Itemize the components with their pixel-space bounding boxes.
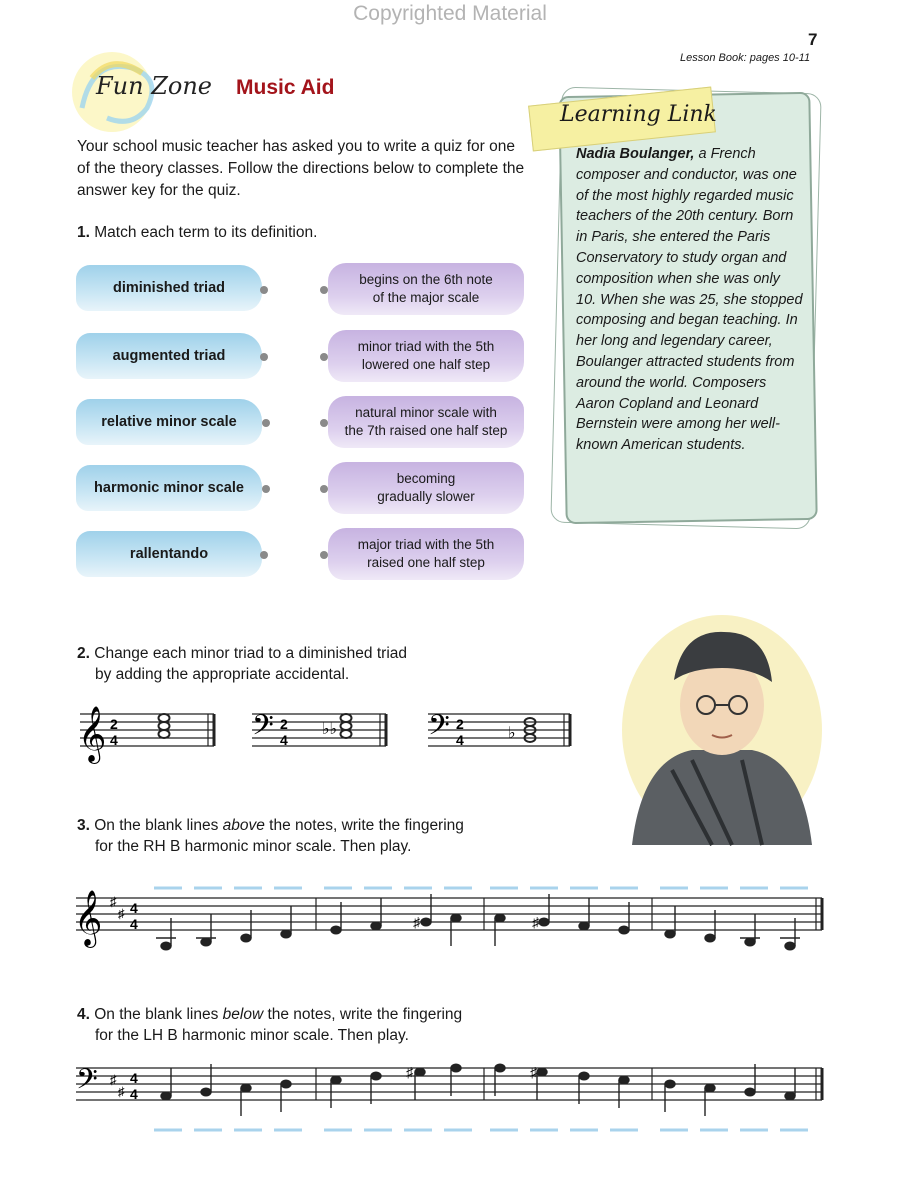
time-signature-top: 2 bbox=[280, 716, 288, 732]
rh-scale-staff bbox=[70, 876, 830, 966]
definition-line: begins on the 6th note bbox=[359, 272, 493, 287]
definition-line: natural minor scale with bbox=[355, 405, 497, 420]
match-dot[interactable] bbox=[260, 286, 268, 294]
triad-staves bbox=[74, 700, 594, 770]
question-1 bbox=[77, 222, 317, 243]
learning-link-title: Learning Link bbox=[560, 102, 717, 127]
fun-zone-title: Fun Zone bbox=[96, 72, 212, 100]
definition-box bbox=[328, 263, 524, 315]
music-aid-title: Music Aid bbox=[236, 76, 335, 99]
definition-line: raised one half step bbox=[367, 555, 485, 570]
question-text: Change each minor triad to a diminished triad bbox=[94, 645, 408, 662]
match-dot[interactable] bbox=[260, 551, 268, 559]
scale-notes bbox=[161, 1064, 795, 1116]
sharp-icon: ♯ bbox=[110, 1072, 117, 1087]
definition-line: major triad with the 5th bbox=[357, 537, 495, 552]
bass-clef-icon: 𝄢 bbox=[252, 709, 274, 749]
question-emphasis: below bbox=[222, 1006, 264, 1023]
time-signature-bottom: 4 bbox=[110, 732, 118, 748]
question-text: the notes, write the fingering bbox=[263, 1006, 463, 1023]
learning-link-text bbox=[576, 144, 804, 456]
learning-link-name: Nadia Boulanger, bbox=[576, 146, 695, 162]
question-3 bbox=[77, 815, 464, 857]
definition-line: lowered one half step bbox=[361, 357, 491, 372]
whole-note bbox=[341, 730, 352, 738]
question-text: for the RH B harmonic minor scale. Then play. bbox=[95, 838, 412, 855]
question-text: by adding the appropriate accidental. bbox=[95, 666, 350, 683]
question-2 bbox=[77, 643, 407, 685]
time-signature-top: 2 bbox=[110, 716, 118, 732]
term-box: harmonic minor scale bbox=[76, 465, 262, 511]
question-text: On the blank lines bbox=[94, 817, 223, 834]
match-dot[interactable] bbox=[320, 551, 328, 559]
match-dot[interactable] bbox=[260, 353, 268, 361]
time-signature-top: 4 bbox=[130, 900, 138, 916]
copyright-watermark: Copyrighted Material bbox=[353, 2, 547, 25]
lesson-reference: Lesson Book: pages 10-11 bbox=[680, 52, 811, 64]
definition-line: becoming bbox=[396, 471, 456, 486]
time-signature-top: 4 bbox=[130, 1070, 138, 1086]
term-box: augmented triad bbox=[76, 333, 262, 379]
bass-triad-staff bbox=[428, 709, 570, 749]
sharp-icon: ♯ bbox=[118, 1084, 125, 1099]
bass-triad-staff bbox=[252, 709, 386, 749]
sharp-icon: ♯ bbox=[406, 1064, 413, 1080]
match-dot[interactable] bbox=[320, 353, 328, 361]
definition-line: the 7th raised one half step bbox=[344, 423, 508, 438]
match-dot[interactable] bbox=[262, 485, 270, 493]
definition-line: of the major scale bbox=[372, 290, 480, 305]
question-emphasis: above bbox=[222, 817, 265, 834]
question-text: the notes, write the fingering bbox=[264, 817, 464, 834]
sharp-icon: ♯ bbox=[413, 914, 420, 930]
definition-box bbox=[328, 330, 524, 382]
time-signature-bottom: 4 bbox=[456, 732, 464, 748]
match-dot[interactable] bbox=[262, 419, 270, 427]
question-text: for the LH B harmonic minor scale. Then play. bbox=[95, 1027, 409, 1044]
flat-icon: ♭♭ bbox=[322, 721, 338, 738]
question-text: On the blank lines bbox=[94, 1006, 223, 1023]
match-dot[interactable] bbox=[320, 286, 328, 294]
question-4 bbox=[77, 1004, 462, 1046]
definition-box bbox=[328, 396, 524, 448]
question-number: 1. bbox=[77, 224, 90, 241]
page-number: 7 bbox=[808, 30, 818, 49]
time-signature-top: 2 bbox=[456, 716, 464, 732]
sharp-icon: ♯ bbox=[118, 906, 125, 921]
definition-box bbox=[328, 462, 524, 514]
question-number: 4. bbox=[77, 1006, 90, 1023]
time-signature-bottom: 4 bbox=[130, 1086, 138, 1102]
lh-scale-staff bbox=[70, 1056, 830, 1146]
time-signature-bottom: 4 bbox=[280, 732, 288, 748]
intro-paragraph: Your school music teacher has asked you to write a quiz for one of the theory classes. Follow the directions below to complete the answer key for the quiz. bbox=[77, 138, 525, 199]
sharp-icon: ♯ bbox=[530, 1064, 537, 1080]
definition-line: minor triad with the 5th bbox=[357, 339, 495, 354]
whole-note bbox=[341, 722, 352, 730]
definition-line: gradually slower bbox=[377, 489, 475, 504]
term-box: relative minor scale bbox=[76, 399, 262, 445]
whole-note bbox=[159, 722, 170, 730]
bass-clef-icon: 𝄢 bbox=[428, 709, 450, 749]
term-box: rallentando bbox=[76, 531, 262, 577]
sharp-icon: ♯ bbox=[110, 894, 117, 909]
question-text: Match each term to its definition. bbox=[94, 224, 318, 241]
time-signature-bottom: 4 bbox=[130, 916, 138, 932]
flat-icon: ♭ bbox=[508, 725, 516, 742]
whole-note bbox=[159, 730, 170, 738]
whole-note bbox=[341, 714, 352, 722]
whole-note bbox=[159, 714, 170, 722]
term-box: diminished triad bbox=[76, 265, 262, 311]
bass-clef-icon: 𝄢 bbox=[76, 1063, 98, 1103]
definition-box bbox=[328, 528, 524, 580]
match-dot[interactable] bbox=[320, 485, 328, 493]
treble-triad-staff bbox=[78, 706, 214, 764]
portrait-illustration bbox=[612, 610, 822, 850]
learning-link-body: a French composer and conductor, was one of the most highly regarded music teachers of the 20th century. Born in Paris, she entered the Paris Conservatory to study organ and composition when she was only 10. When she was 25, she stopped composing and began teaching. In her long and legendary career, Boulanger attracted students from around the world. Composers Aaron Copland and Leonard Bernstein were among her well-known American students. bbox=[576, 146, 803, 454]
sharp-icon: ♯ bbox=[532, 914, 539, 930]
question-number: 2. bbox=[77, 645, 90, 662]
treble-clef-icon: 𝄞 bbox=[78, 706, 107, 762]
match-dot[interactable] bbox=[320, 419, 328, 427]
treble-clef-icon: 𝄞 bbox=[74, 890, 103, 946]
question-number: 3. bbox=[77, 817, 90, 834]
